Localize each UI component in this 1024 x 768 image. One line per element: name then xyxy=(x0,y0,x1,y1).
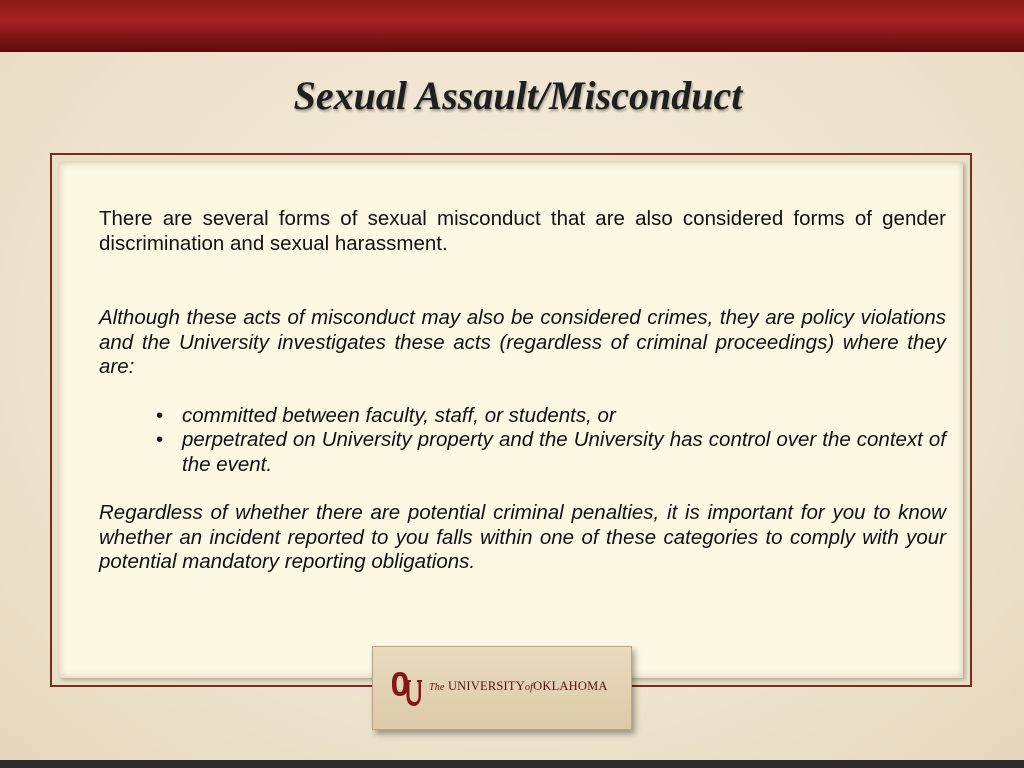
bottom-strip xyxy=(0,760,1024,768)
ou-monogram-icon xyxy=(390,669,422,709)
list-item-text: committed between faculty, staff, or students, or xyxy=(182,403,616,427)
conditions-list xyxy=(99,404,946,478)
policy-paragraph: Although these acts of misconduct may also be considered crimes, they are policy violations and the University investigates these acts (regardless of criminal proceedings) where they are: xyxy=(99,306,946,378)
slide-title: Sexual Assault/Misconduct xyxy=(293,73,743,118)
bullet-icon: • xyxy=(156,428,164,451)
list-item xyxy=(156,428,946,477)
intro-paragraph: There are several forms of sexual misconduct that are also considered forms of gender discrimination and sexual harassment. xyxy=(99,207,946,255)
reporting-paragraph: Regardless of whether there are potential criminal penalties, it is important for you to know whether an incident reported to you falls within one of these categories to comply with your potential mandatory reporting obligations. xyxy=(99,501,946,573)
wordmark-oklahoma: OKLAHOMA xyxy=(533,679,608,693)
wordmark-of: of xyxy=(524,682,534,693)
top-banner xyxy=(0,0,1024,52)
wordmark-the: The xyxy=(429,682,445,693)
list-item-text: perpetrated on University property and the University has control over the context of the event. xyxy=(182,428,946,476)
bullet-icon: • xyxy=(156,403,164,427)
university-logo xyxy=(372,646,632,730)
university-wordmark xyxy=(429,679,608,694)
wordmark-university: UNIVERSITY xyxy=(447,679,525,693)
slide-body xyxy=(99,207,946,575)
list-item xyxy=(156,404,946,429)
